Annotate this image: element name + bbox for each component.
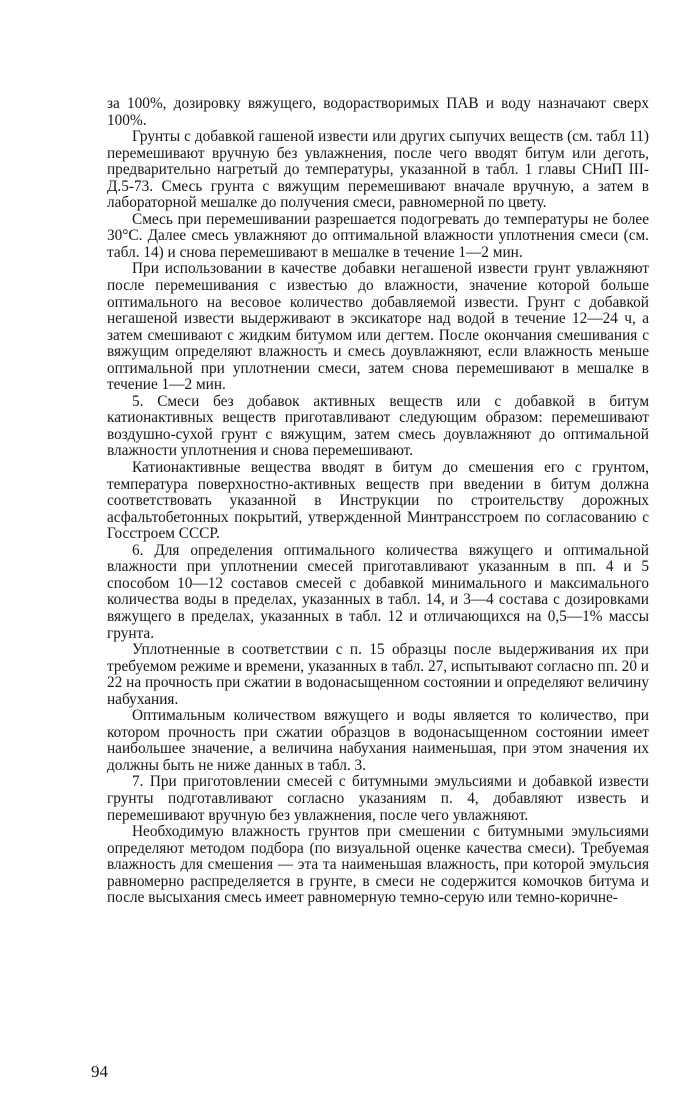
paragraph-optimal-amount: Оптимальным количеством вяжущего и воды является то количество, при котором прочность при сжатии образцов в водонасыщенном состоянии имеет наибольшее значение, а величина набухания наименьшая, при этом значения их должны быть не ниже данных в табл. 3. bbox=[107, 707, 649, 774]
paragraph-item-6: 6. Для определения оптимального количества вяжущего и оптимальной влажности при уплотнении смесей приготавливают указанным в пп. 4 и 5 способом 10—12 составов смесей с добавкой минимального и максимального количества воды в пределах, указанных в табл. 14, и 3—4 состава с дозировками вяжущего в пределах, указанных в табл. 12 и отличающихся на 0,5—1% массы грунта. bbox=[107, 541, 649, 642]
paragraph-heating: Смесь при перемешивании разрешается подогревать до температуры не более 30°С. Далее смесь увлажняют до оптимальной влажности уплотнения смеси (см. табл. 14) и снова перемешивают в мешалке в течение 1—2 мин. bbox=[107, 210, 649, 261]
paragraph-quicklime: При использовании в качестве добавки негашеной извести грунт увлажняют после перемешивания с известью до влажности, значение которой больше оптимального на весовое количество добавляемой извести. Грунт с добавкой негашеной извести выдерживают в эксикаторе над водой в течение 12—24 ч, а затем смешивают с жидким битумом или дегтем. После окончания смешивания с вяжущим определяют влажность и смесь доувлажняют, если влажность меньше оптимальной при уплотнении смеси, затем снова перемешивают в мешалке в течение 1—2 мин. bbox=[107, 260, 649, 394]
paragraph-slaked-lime: Грунты с добавкой гашеной извести или других сыпучих веществ (см. табл 11) перемешивают вручную без увлажнения, после чего вводят битум или деготь, предварительно нагретый до температуры, указанной в табл. 1 главы СНиП III-Д.5-73. Смесь грунта с вяжущим перемешивают вначале вручную, а затем в лабораторной мешалке до получения смеси, равномерной по цвету. bbox=[107, 128, 649, 212]
paragraph-continuation: за 100%, дозировку вяжущего, водорастворимых ПАВ и воду назначают сверх 100%. bbox=[107, 95, 649, 129]
paragraph-cationic: Катионактивные вещества вводят в битум до смешения его с грунтом, температура поверхностно-активных веществ при введении в битум должна соответствовать указанной в Инструкции по строительству дорожных асфальтобетонных покрытий, утвержденной Минтрансстроем по согласованию с Госстроем СССР. bbox=[107, 459, 649, 543]
paragraph-compacted-samples: Уплотненные в соответствии с п. 15 образцы после выдерживания их при требуемом режиме и времени, указанных в табл. 27, испытывают согласно пп. 20 и 22 на прочность при сжатии в водонасыщенном состоянии и определяют величину набухания. bbox=[107, 641, 649, 708]
paragraph-item-5: 5. Смеси без добавок активных веществ или с добавкой в битум катионактивных веществ приготавливают следующим образом: перемешивают воздушно-сухой грунт с вяжущим, затем смесь доувлажняют до оптимальной влажности уплотнения и снова перемешивают. bbox=[107, 392, 649, 460]
page-number: 94 bbox=[91, 1062, 108, 1081]
paragraph-emulsion-moisture: Необходимую влажность грунтов при смешении с битумными эмульсиями определяют методом подбора (по визуальной оценке качества смеси). Требуемая влажность для смешения — эта та наименьшая влажность, при которой эмульсия равномерно распределяется в грунте, в смеси не содержится комочков битума и после высыхания смесь имеет равномерную темно-серую или темно-коричне- bbox=[107, 823, 649, 907]
paragraph-item-7: 7. При приготовлении смесей с битумными эмульсиями и добавкой извести грунты подготавливают согласно указаниям п. 4, добавляют известь и перемешивают вручную без увлажнения, после чего увлажняют. bbox=[107, 773, 649, 824]
body-text bbox=[107, 96, 649, 907]
